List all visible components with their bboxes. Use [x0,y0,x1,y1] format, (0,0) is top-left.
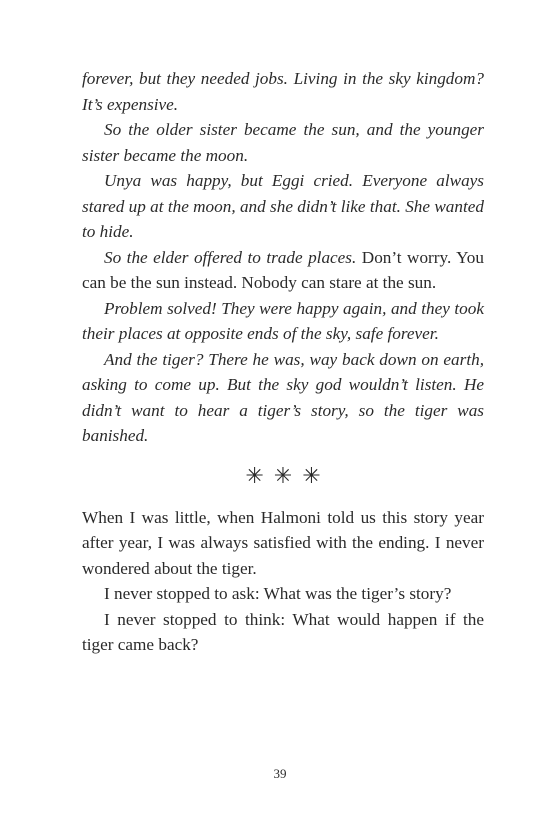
story-paragraph [82,245,484,296]
story-paragraph: Problem solved! They were happy again, and they took their places at opposite ends of the sky, safe forever. [82,298,484,343]
section-break: ✳✳✳ [245,462,331,488]
page-number: 39 [273,766,287,781]
narration-paragraph: I never stopped to ask: What was the tiger’s story? [104,584,452,603]
narration-paragraph: When I was little, when Halmoni told us this story year after year, I was always satisfied with the ending. I never wondered about the tiger. [82,507,484,578]
story-paragraph: And the tiger? There he was, way back down on earth, asking to come up. But the sky god wouldn’t listen. He didn’t want to hear a tiger’s story, so the tiger was banished. [82,349,484,445]
story-paragraph: Unya was happy, but Eggi cried. Everyone always stared up at the moon, and she didn’t like that. She wanted to hide. [82,171,484,241]
story-paragraph: So the older sister became the sun, and the younger sister became the moon. [82,120,484,165]
page-body [82,66,484,658]
story-roman-span: Don’t worry. You can be the sun instead. Nobody can stare at the sun. [82,247,484,292]
story-italic-span: So the elder offered to trade places. [104,247,357,267]
story-paragraph: forever, but they needed jobs. Living in the sky kingdom? It’s expensive. [82,69,484,114]
narration-paragraph: I never stopped to think: What would happen if the tiger came back? [82,609,484,654]
